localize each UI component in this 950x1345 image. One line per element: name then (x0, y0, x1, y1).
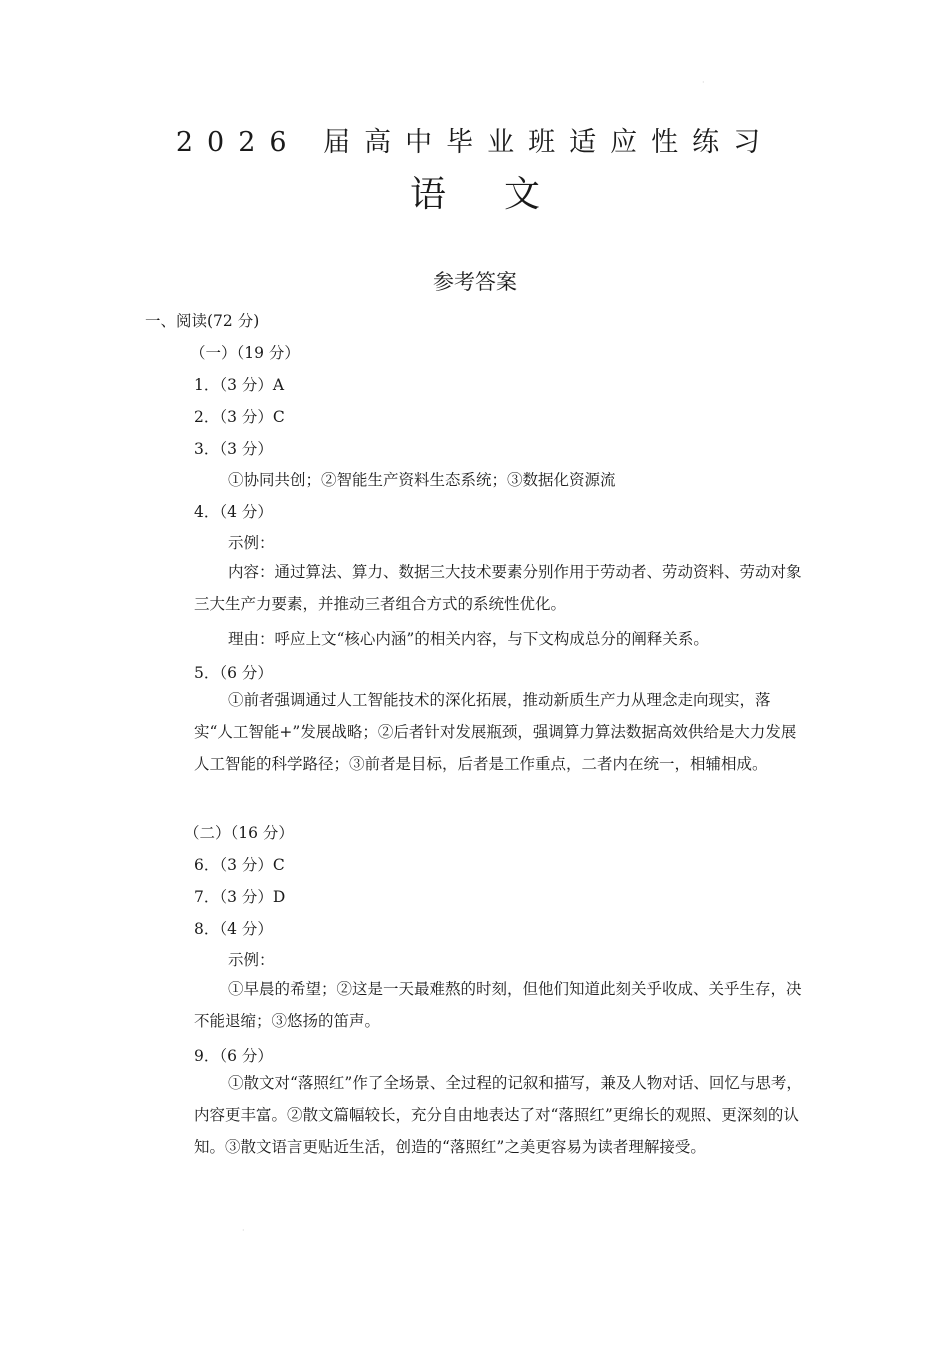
exam-title: 2026 届高中毕业班适应性练习 (175, 127, 775, 158)
question-1: 1．（3 分）A (194, 376, 285, 394)
question-8-example-label: 示例： (228, 951, 275, 969)
question-4: 4．（4 分） (194, 503, 273, 521)
question-5: 5．（6 分） (194, 664, 273, 682)
question-9: 9．（6 分） (194, 1047, 273, 1065)
document-title: 参考答案 (433, 270, 517, 294)
question-8-answer: ①早晨的希望；②这是一天最难熬的时刻，但他们知道此刻关乎收成、关乎生存，决不能退缩；③悠扬的笛声。 (194, 980, 802, 1030)
section-heading-reading: 一、阅读(72 分) (145, 312, 260, 330)
question-4-content: 内容：通过算法、算力、数据三大技术要素分别作用于劳动者、劳动资料、劳动对象三大生产力要素，并推动三者组合方式的系统性优化。 (194, 563, 802, 613)
scan-speck: · (702, 78, 705, 87)
question-3-answer: ①协同共创；②智能生产资料生态系统；③数据化资源流 (228, 471, 616, 489)
question-5-answer: ①前者强调通过人工智能技术的深化拓展，推动新质生产力从理念走向现实，落实“人工智能+”发展战略；②后者针对发展瓶颈，强调算力算法数据高效供给是大力发展人工智能的科学路径；③前者是目标，后者是工作重点，二者内在统一，相辅相成。 (194, 691, 797, 773)
question-3: 3．（3 分） (194, 440, 273, 458)
scan-speck: · (242, 1226, 245, 1235)
question-9-answer: ①散文对“落照红”作了全场景、全过程的记叙和描写，兼及人物对话、回忆与思考，内容更丰富。②散文篇幅较长，充分自由地表达了对“落照红”更绵长的观照、更深刻的认知。③散文语言更贴近生活，创造的“落照红”之美更容易为读者理解接受。 (194, 1074, 802, 1156)
question-4-reason: 理由：呼应上文“核心内涵”的相关内容，与下文构成总分的阐释关系。 (228, 630, 709, 648)
subject-title: 语文 (409, 174, 598, 215)
question-2: 2．（3 分）C (194, 408, 285, 426)
question-7: 7．（3 分）D (194, 888, 286, 906)
question-6: 6．（3 分）C (194, 856, 285, 874)
question-4-example-label: 示例： (228, 534, 275, 552)
part-heading-1: （一）（19 分） (190, 344, 300, 362)
question-8: 8．（4 分） (194, 920, 273, 938)
part-heading-2: （二）（16 分） (184, 824, 294, 842)
